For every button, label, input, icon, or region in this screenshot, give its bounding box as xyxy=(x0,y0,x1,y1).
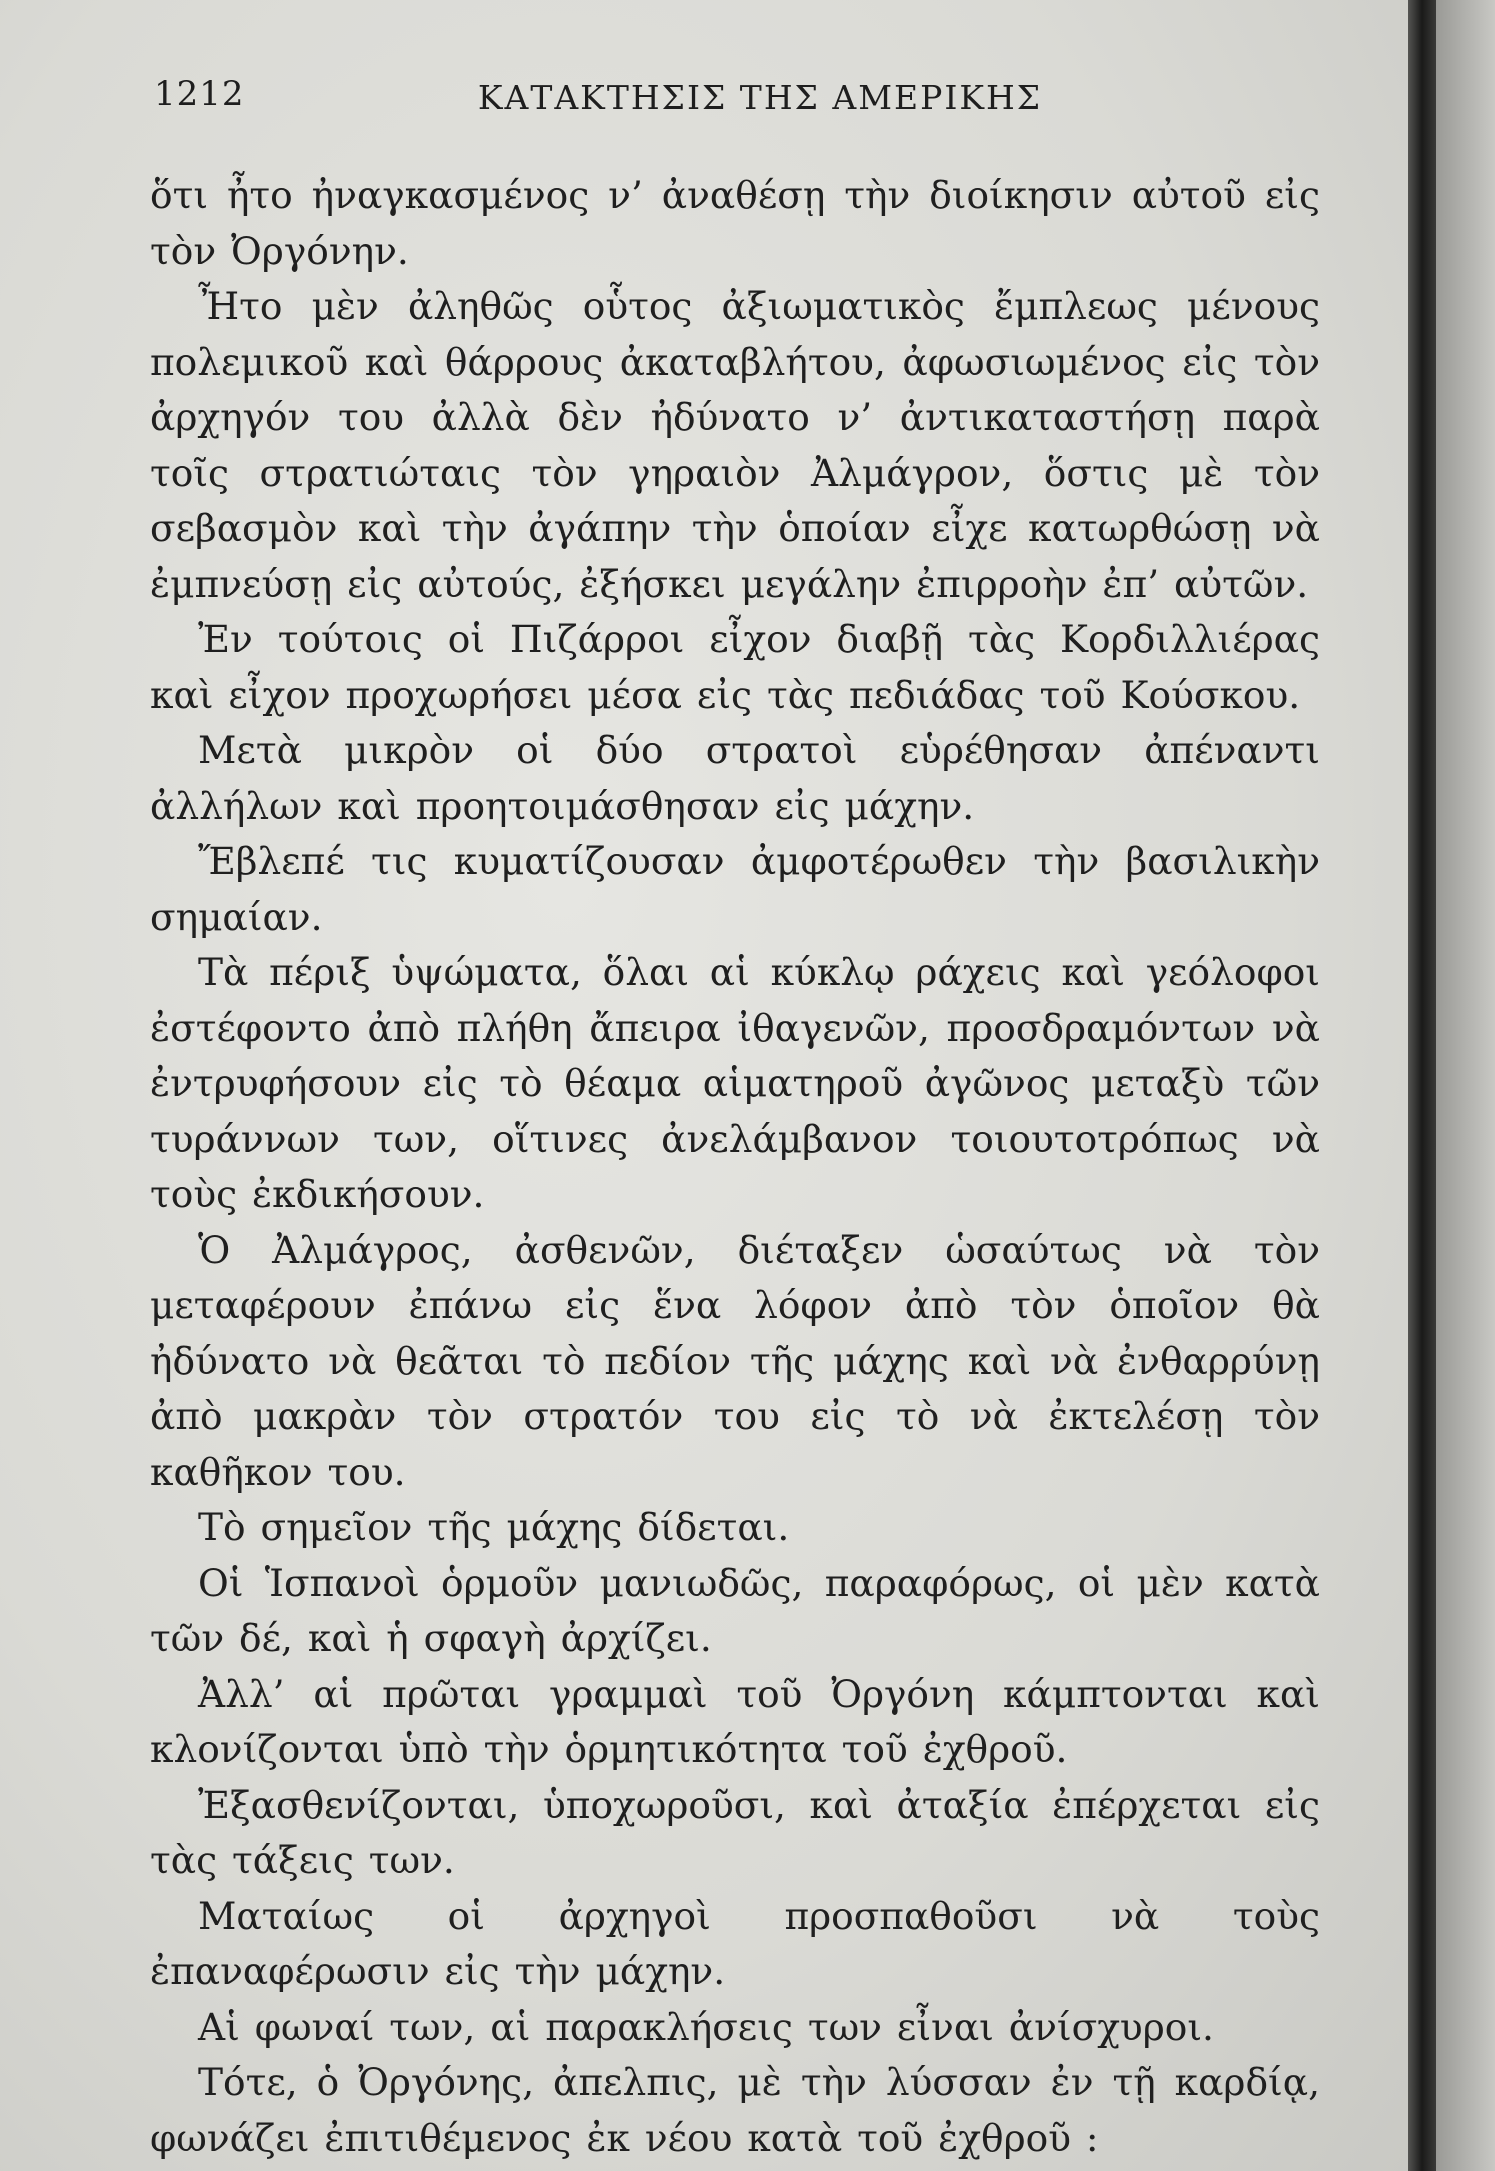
paragraph: ὅτι ἦτο ἠναγκασμένος ν’ ἀναθέσῃ τὴν διοίκησιν αὐτοῦ εἰς τὸν Ὀργόνην. xyxy=(150,173,1320,273)
paragraph: Τὸ σημεῖον τῆς μάχης δίδεται. xyxy=(198,1505,790,1549)
paragraph: Μετὰ μικρὸν οἱ δύο στρατοὶ εὑρέθησαν ἀπέναντι ἀλλήλων καὶ προητοιμάσθησαν εἰς μάχην. xyxy=(150,728,1320,828)
paragraph: Ἀλλ’ αἱ πρῶται γραμμαὶ τοῦ Ὀργόνη κάμπτονται καὶ κλονίζονται ὑπὸ τὴν ὁρμητικότητα τοῦ ἐχθροῦ. xyxy=(150,1671,1320,1771)
paragraph: Ματαίως οἱ ἀρχηγοὶ προσπαθοῦσι νὰ τοὺς ἐπαναφέρωσιν εἰς τὴν μάχην. xyxy=(150,1893,1320,1993)
paragraph: Ὁ Ἀλμάγρος, ἀσθενῶν, διέταξεν ὡσαύτως νὰ τὸν μεταφέρουν ἐπάνω εἰς ἕνα λόφον ἀπὸ τὸν ὁποῖον θὰ ἠδύνατο νὰ θεᾶται τὸ πεδίον τῆς μάχης καὶ νὰ ἐνθαρρύνῃ ἀπὸ μακρὰν τὸν στρατόν του εἰς τὸ νὰ ἐκτελέσῃ τὸν καθῆκον του. xyxy=(150,1227,1320,1494)
adjacent-page-edge xyxy=(1436,0,1495,2171)
running-title: ΚΑΤΑΚΤΗΣΙΣ ΤΗΣ ΑΜΕΡΙΚΗΣ xyxy=(477,78,1043,117)
page-header xyxy=(150,68,1330,128)
paragraph: Τὰ πέριξ ὑψώματα, ὅλαι αἱ κύκλῳ ράχεις καὶ γεόλοφοι ἐστέφοντο ἀπὸ πλήθη ἄπειρα ἰθαγενῶν, προσδραμόντων νὰ ἐντρυφήσουν εἰς τὸ θέαμα αἱματηροῦ ἀγῶνος μεταξὺ τῶν τυράννων των, οἵτινες ἀνελάμβανον τοιουτοτρόπως νὰ τοὺς ἐκδικήσουν. xyxy=(150,950,1320,1216)
body-text xyxy=(150,168,1320,2166)
paragraph: Ἐξασθενίζονται, ὑποχωροῦσι, καὶ ἀταξία ἐπέρχεται εἰς τὰς τάξεις των. xyxy=(150,1782,1320,1882)
book-gutter xyxy=(1408,0,1436,2171)
paragraph: Τότε, ὁ Ὀργόνης, ἀπελπις, μὲ τὴν λύσσαν ἐν τῇ καρδίᾳ, φωνάζει ἐπιτιθέμενος ἐκ νέου κατὰ τοῦ ἐχθροῦ : xyxy=(150,2060,1320,2160)
paragraph: Αἱ φωναί των, αἱ παρακλήσεις των εἶναι ἀνίσχυροι. xyxy=(198,2004,1214,2049)
paragraph: Οἱ Ἱσπανοὶ ὁρμοῦν μανιωδῶς, παραφόρως, οἱ μὲν κατὰ τῶν δέ, καὶ ἡ σφαγὴ ἀρχίζει. xyxy=(150,1560,1320,1660)
page-number: 1212 xyxy=(154,74,245,114)
paragraph: Ἐν τούτοις οἱ Πιζάρροι εἶχον διαβῇ τὰς Κορδιλλιέρας καὶ εἶχον προχωρήσει μέσα εἰς τὰς πεδιάδας τοῦ Κούσκου. xyxy=(150,617,1320,717)
paragraph: Ἔβλεπέ τις κυματίζουσαν ἀμφοτέρωθεν τὴν βασιλικὴν σημαίαν. xyxy=(150,839,1320,939)
paragraph: Ἦτο μὲν ἀληθῶς οὗτος ἀξιωματικὸς ἔμπλεως μένους πολεμικοῦ καὶ θάρρους ἀκαταβλήτου, ἀφωσιωμένος εἰς τὸν ἀρχηγόν του ἀλλὰ δὲν ἠδύνατο ν’ ἀντικαταστήσῃ παρὰ τοῖς στρατιώταις τὸν γηραιὸν Ἀλμάγρον, ὅστις μὲ τὸν σεβασμὸν καὶ τὴν ἀγάπην τὴν ὁποίαν εἶχε κατωρθώσῃ νὰ ἐμπνεύσῃ εἰς αὐτούς, ἐξήσκει μεγάλην ἐπιρροὴν ἐπ’ αὐτῶν. xyxy=(150,284,1320,606)
